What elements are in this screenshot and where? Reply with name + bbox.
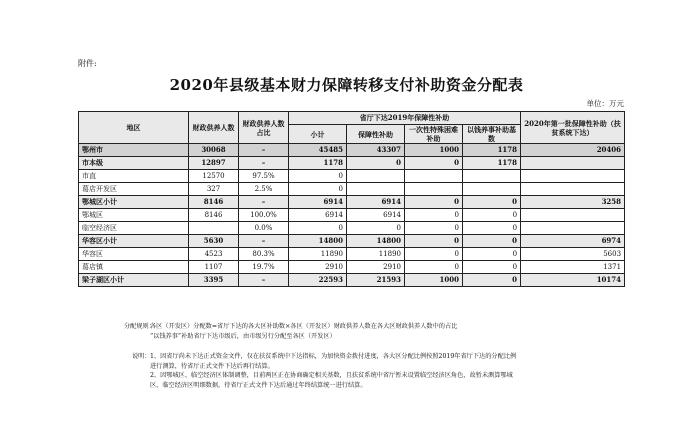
region-name: 梁子湖区小计 (79, 274, 189, 287)
guarantee-cell: 6914 (347, 196, 405, 209)
pop-cell: 12897 (189, 157, 239, 170)
reward-cell: 0 (463, 261, 521, 274)
batch-cell (521, 183, 625, 196)
unit-label: 单位：万元 (586, 99, 624, 108)
explanation-line: 2、因鄂城区、临空经济区体制调整，目前两区正在协商确定相关基数，且扶贫系统中省厅暂未设置临空经济区角色，故暂未测算鄂城 (150, 372, 513, 379)
region-name: 鄂州市 (79, 144, 189, 157)
subtotal-cell: 2910 (289, 261, 347, 274)
guarantee-cell: 0 (347, 157, 405, 170)
header-group: 省厅下达2019年保障性补助 (289, 112, 521, 125)
explanation-line: 进行测算，待省厅正式文件下达后再行结算。 (150, 362, 274, 370)
explanation-label: 说明： (132, 353, 151, 360)
pct-cell: 19.7% (239, 261, 289, 274)
subtotal-cell: 1178 (289, 157, 347, 170)
reward-cell: 0 (463, 222, 521, 235)
batch-cell: 20406 (521, 144, 625, 157)
guarantee-cell: 14800 (347, 235, 405, 248)
table-row (79, 157, 625, 170)
reward-cell: 0 (463, 196, 521, 209)
subtotal-cell: 0 (289, 170, 347, 183)
pct-cell: 100.0% (239, 209, 289, 222)
batch-cell (521, 157, 625, 170)
batch-cell: 10174 (521, 274, 625, 287)
region-name: 市直 (79, 170, 189, 183)
batch-cell: 5603 (521, 248, 625, 261)
batch-cell: 3258 (521, 196, 625, 209)
subtotal-cell: 11890 (289, 248, 347, 261)
region-name: 临空经济区 (79, 222, 189, 235)
header-pct: 财政供养人数占比 (239, 112, 289, 144)
guarantee-cell: 6914 (347, 209, 405, 222)
special-cell: 0 (405, 157, 463, 170)
attachment-label: 附件: (78, 59, 97, 68)
region-name: 鄂城区小计 (79, 196, 189, 209)
reward-cell: 0 (463, 274, 521, 287)
pct-cell: – (239, 235, 289, 248)
special-cell: 1000 (405, 274, 463, 287)
special-cell (405, 183, 463, 196)
subtotal-cell: 0 (289, 183, 347, 196)
pct-cell: 97.5% (239, 170, 289, 183)
pop-cell: 1107 (189, 261, 239, 274)
allocation-rule-line: 各区（开发区）分配数=省厅下达的各大区补助数×各区（开发区）财政供养人数在各大区财政供养人数中的占比 (150, 323, 458, 330)
pct-cell: 80.3% (239, 248, 289, 261)
reward-cell (463, 170, 521, 183)
region-name: 市本级 (79, 157, 189, 170)
guarantee-cell: 2910 (347, 261, 405, 274)
pop-cell: 30068 (189, 144, 239, 157)
pop-cell: 3395 (189, 274, 239, 287)
allocation-rule-label: 分配规则： (124, 323, 155, 330)
pop-cell (189, 222, 239, 235)
batch-cell (521, 209, 625, 222)
header-reward: 以钱养事补助基数 (463, 125, 521, 144)
table-row (79, 144, 625, 157)
region-name: 华容区 (79, 248, 189, 261)
special-cell: 0 (405, 209, 463, 222)
guarantee-cell (347, 183, 405, 196)
region-name: 葛店开发区 (79, 183, 189, 196)
special-cell: 0 (405, 196, 463, 209)
page-title: 2020年县级基本财力保障转移支付补助资金分配表 (169, 76, 524, 94)
reward-cell: 1178 (463, 144, 521, 157)
reward-cell: 0 (463, 235, 521, 248)
allocation-table (78, 111, 625, 287)
header-pop: 财政供养人数 (189, 112, 239, 144)
header-subtotal: 小计 (289, 125, 347, 144)
guarantee-cell (347, 170, 405, 183)
region-name: 华容区小计 (79, 235, 189, 248)
batch-cell: 6974 (521, 235, 625, 248)
region-name: 鄂城区 (79, 209, 189, 222)
special-cell: 0 (405, 235, 463, 248)
header-guarantee: 保障性补助 (347, 125, 405, 144)
guarantee-cell: 11890 (347, 248, 405, 261)
pct-cell: – (239, 196, 289, 209)
reward-cell: 0 (463, 209, 521, 222)
pop-cell: 5630 (189, 235, 239, 248)
header-batch: 2020年第一批保障性补助（扶贫系统下达） (521, 112, 625, 144)
subtotal-cell: 45485 (289, 144, 347, 157)
batch-cell: 1371 (521, 261, 625, 274)
subtotal-cell: 0 (289, 222, 347, 235)
table-row (79, 196, 625, 209)
table-row (79, 261, 625, 274)
special-cell: 1000 (405, 144, 463, 157)
reward-cell: 1178 (463, 157, 521, 170)
allocation-rule-line: “以钱养事”补助省厅下达市级后，由市级另行分配至各区（开发区） (150, 332, 336, 340)
header-region: 地区 (79, 112, 189, 144)
notes-section (124, 322, 630, 390)
guarantee-cell: 21593 (347, 274, 405, 287)
special-cell: 0 (405, 248, 463, 261)
subtotal-cell: 22593 (289, 274, 347, 287)
table-row (79, 209, 625, 222)
table-row (79, 183, 625, 196)
table-row (79, 274, 625, 287)
subtotal-cell: 6914 (289, 196, 347, 209)
special-cell: 0 (405, 222, 463, 235)
pct-cell: 0.0% (239, 222, 289, 235)
table-row (79, 170, 625, 183)
reward-cell: 0 (463, 248, 521, 261)
pct-cell: – (239, 157, 289, 170)
pct-cell: 2.5% (239, 183, 289, 196)
table-row (79, 235, 625, 248)
special-cell (405, 170, 463, 183)
guarantee-cell: 0 (347, 222, 405, 235)
region-name: 葛店镇 (79, 261, 189, 274)
batch-cell (521, 170, 625, 183)
header-special: 一次性特殊困难补助 (405, 125, 463, 144)
pop-cell: 327 (189, 183, 239, 196)
batch-cell (521, 222, 625, 235)
reward-cell (463, 183, 521, 196)
subtotal-cell: 14800 (289, 235, 347, 248)
table-row (79, 248, 625, 261)
pop-cell: 8146 (189, 209, 239, 222)
table-row (79, 222, 625, 235)
special-cell: 0 (405, 261, 463, 274)
explanation-line: 区、临空经济区明细数据，待省厅正式文件下达后通过年终结算统一进行结算。 (150, 381, 367, 389)
pop-cell: 4523 (189, 248, 239, 261)
subtotal-cell: 6914 (289, 209, 347, 222)
explanation-line: 1、因省厅尚未下达正式资金文件，仅在扶贫系统中下达指标，为加快资金拨付进度，各大区分配比例按照2019年省厅下达的分配比例 (150, 353, 517, 360)
pct-cell: – (239, 144, 289, 157)
guarantee-cell: 43307 (347, 144, 405, 157)
pop-cell: 8146 (189, 196, 239, 209)
pct-cell: – (239, 274, 289, 287)
pop-cell: 12570 (189, 170, 239, 183)
